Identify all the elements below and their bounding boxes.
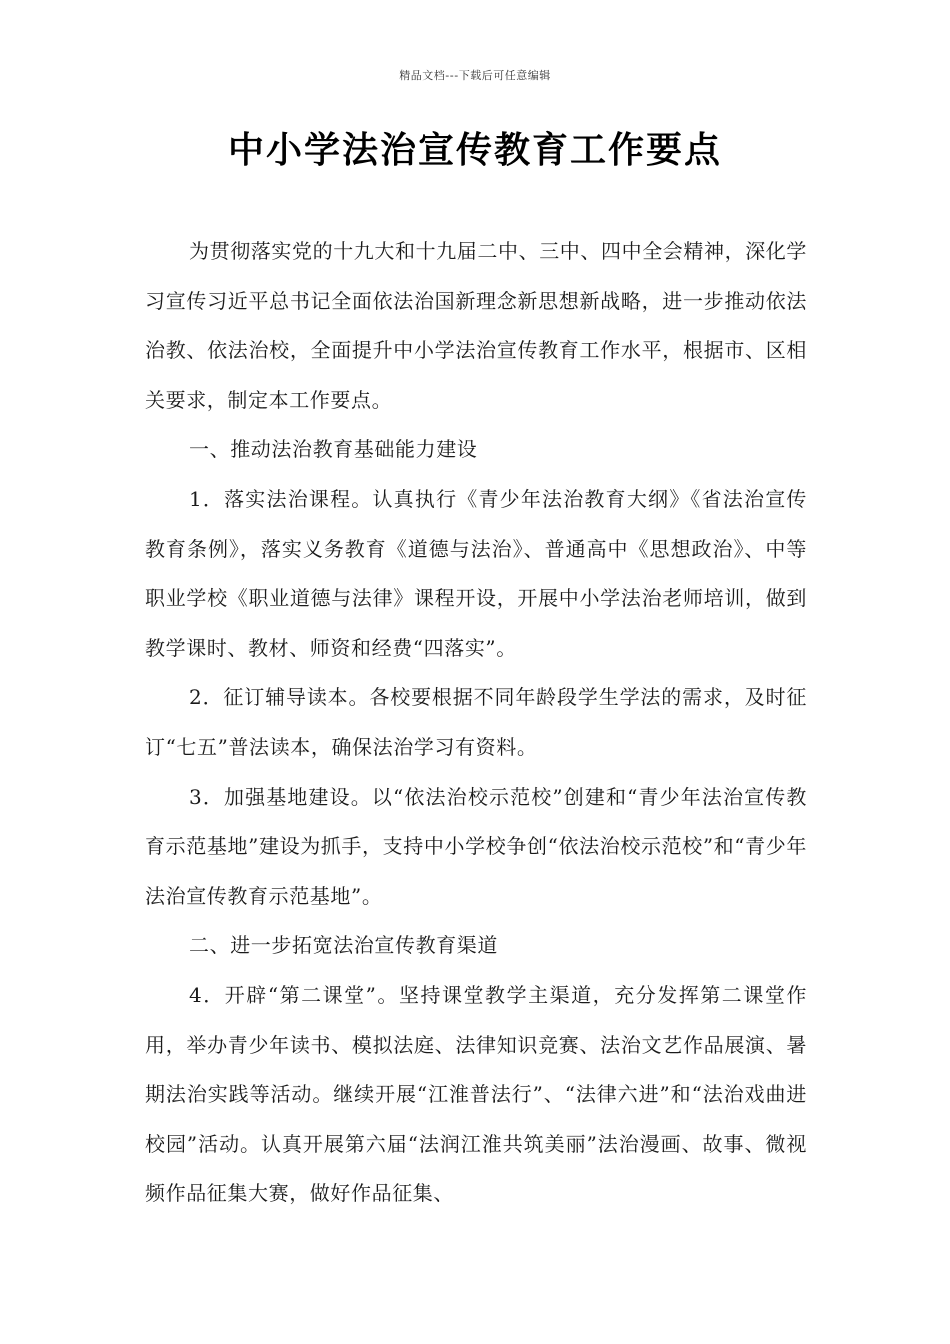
section-heading-1: 一、推动法治教育基础能力建设 bbox=[189, 437, 478, 462]
intro-paragraph: 为贯彻落实党的十九大和十九届二中、三中、四中全会精神，深化学习宣传习近平总书记全面依法治国新理念新思想新战略，进一步推动依法治教、依法治校，全面提升中小学法治宣传教育工作水平，根据市、区相关要求，制定本工作要点。 bbox=[145, 239, 807, 412]
document-title: 中小学法治宣传教育工作要点 bbox=[227, 130, 722, 171]
item-paragraph-4: 4．开辟“第二课堂”。坚持课堂教学主渠道，充分发挥第二课堂作用，举办青少年读书、模拟法庭、法律知识竞赛、法治文艺作品展演、暑期法治实践等活动。继续开展“江淮普法行”、“法律六进”和“法治戏曲进校园”活动。认真开展第六届“法润江淮共筑美丽”法治漫画、故事、微视频作品征集大赛，做好作品征集、 bbox=[145, 982, 807, 1206]
item-paragraph-1: 1．落实法治课程。认真执行《青少年法治教育大纲》《省法治宣传教育条例》，落实义务教育《道德与法治》、普通高中《思想政治》、中等职业学校《职业道德与法律》课程开设，开展中小学法治老师培训，做到教学课时、教材、师资和经费“四落实”。 bbox=[145, 486, 807, 660]
item-paragraph-2: 2．征订辅导读本。各校要根据不同年龄段学生学法的需求，及时征订“七五”普法读本，确保法治学习有资料。 bbox=[145, 685, 807, 759]
section-heading-2: 二、进一步拓宽法治宣传教育渠道 bbox=[189, 933, 498, 958]
document-body bbox=[145, 227, 807, 1219]
header-note: 精品文档---下载后可任意编辑 bbox=[399, 69, 551, 82]
item-paragraph-3: 3．加强基地建设。以“依法治校示范校”创建和“青少年法治宣传教育示范基地”建设为抓手，支持中小学校争创“依法治校示范校”和“青少年法治宣传教育示范基地”。 bbox=[145, 784, 807, 908]
